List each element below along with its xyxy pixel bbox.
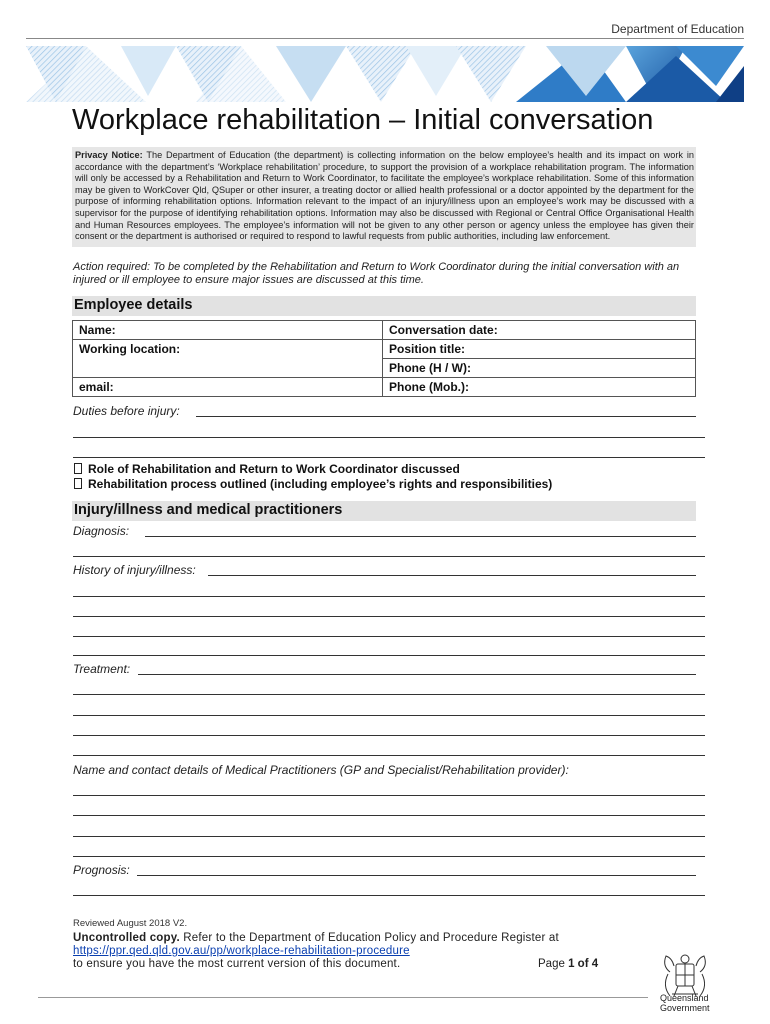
header-rule — [26, 38, 744, 39]
position-title-field[interactable]: Position title: — [383, 340, 696, 359]
privacy-label: Privacy Notice: — [75, 150, 143, 160]
checkbox-icon[interactable] — [74, 478, 82, 489]
practitioners-line[interactable] — [73, 836, 705, 837]
department-name: Department of Education — [611, 22, 744, 36]
treatment-label: Treatment: — [73, 662, 131, 676]
prognosis-line[interactable] — [73, 895, 705, 896]
history-line[interactable] — [73, 636, 705, 637]
queensland-government-wordmark — [660, 993, 710, 1013]
conversation-date-field[interactable]: Conversation date: — [383, 321, 696, 340]
working-location-field[interactable]: Working location: — [73, 340, 383, 378]
treatment-line[interactable] — [73, 735, 705, 736]
history-line[interactable] — [73, 596, 705, 597]
name-field[interactable]: Name: — [73, 321, 383, 340]
page-of: of — [577, 958, 589, 970]
checkbox-process-outlined[interactable] — [74, 477, 552, 491]
govt-line-1: Queensland — [660, 993, 709, 1003]
privacy-notice — [72, 147, 696, 247]
phone-hw-field[interactable]: Phone (H / W): — [383, 359, 696, 378]
practitioners-line[interactable] — [73, 795, 705, 796]
practitioners-line[interactable] — [73, 856, 705, 857]
footer-rule — [38, 997, 648, 998]
page-title: Workplace rehabilitation – Initial conversation — [72, 104, 654, 136]
prognosis-line[interactable] — [137, 875, 696, 876]
treatment-line[interactable] — [138, 674, 696, 675]
duties-line[interactable] — [73, 437, 705, 438]
diagnosis-label: Diagnosis: — [73, 524, 130, 538]
uncontrolled-label: Uncontrolled copy. — [73, 932, 180, 944]
table-row — [73, 321, 696, 340]
checkbox-icon[interactable] — [74, 463, 82, 474]
duties-line[interactable] — [73, 457, 705, 458]
treatment-line[interactable] — [73, 755, 705, 756]
employee-details-table — [72, 320, 696, 397]
practitioners-label: Name and contact details of Medical Practitioners (GP and Specialist/Rehabilitation provider): — [73, 763, 569, 777]
prognosis-label: Prognosis: — [73, 863, 130, 877]
checkbox-label: Role of Rehabilitation and Return to Work Coordinator discussed — [88, 462, 460, 476]
page-total: 4 — [591, 958, 599, 970]
triangle-banner — [26, 46, 744, 102]
ensure-text: to ensure you have the most current version of this document. — [73, 958, 401, 970]
page-current: 1 — [568, 958, 575, 970]
diagnosis-line[interactable] — [73, 556, 705, 557]
procedure-link[interactable]: https://ppr.qed.qld.gov.au/pp/workplace-rehabilitation-procedure — [73, 945, 410, 957]
checkbox-label: Rehabilitation process outlined (including employee’s rights and responsibilities) — [88, 477, 553, 491]
history-line[interactable] — [208, 575, 696, 576]
history-line[interactable] — [73, 655, 705, 656]
duties-line[interactable] — [196, 416, 696, 417]
page-number — [538, 958, 598, 970]
table-row — [73, 340, 696, 359]
reviewed-date: Reviewed August 2018 V2. — [73, 918, 188, 929]
table-row — [73, 378, 696, 397]
phone-mob-field[interactable]: Phone (Mob.): — [383, 378, 696, 397]
email-field[interactable]: email: — [73, 378, 383, 397]
employee-details-heading: Employee details — [72, 296, 696, 316]
injury-heading: Injury/illness and medical practitioners — [72, 501, 696, 521]
treatment-line[interactable] — [73, 694, 705, 695]
history-label: History of injury/illness: — [73, 563, 196, 577]
govt-line-2: Government — [660, 1003, 710, 1013]
action-required-note: Action required: To be completed by the Rehabilitation and Return to Work Coordinator during the initial conversation with an injured or ill employee to ensure major issues are discussed at this time. — [73, 261, 680, 286]
page-word: Page — [538, 958, 565, 970]
refer-text: Refer to the Department of Education Policy and Procedure Register at — [179, 932, 559, 944]
privacy-text: The Department of Education (the department) is collecting information on the below employee’s health and its impact on work in accordance with the department’s ‘Workplace rehabilitation’ procedure, to support the provision of a workplace rehabilitation program. The information will only be accessed by a Rehabilitation and Return to Work Coordinator, to facilitate the employee’s workplace rehabilitation. Some of this information may be given to WorkCover Qld, QSuper or other insurer, a treating doctor or allied health professional or a doctor appointed by the department for the purpose of informing rehabilitation options. Information relevant to the impact of an injury/illness upon an employee’s work may be discussed with a supervisor for the purpose of identifying rehabilitation options. Information may also be discussed with Regional or Central Office Organisational Health and Human Resources employees. The employee’s information will not be given to any other person or agency unless the employee has given their consent or the department is authorised or required to respond to lawful requests from public authorities, including law enforcement. — [75, 150, 694, 242]
treatment-line[interactable] — [73, 715, 705, 716]
duties-label: Duties before injury: — [73, 404, 180, 418]
history-line[interactable] — [73, 616, 705, 617]
checkbox-role-discussed[interactable] — [74, 462, 460, 476]
practitioners-line[interactable] — [73, 815, 705, 816]
diagnosis-line[interactable] — [145, 536, 696, 537]
